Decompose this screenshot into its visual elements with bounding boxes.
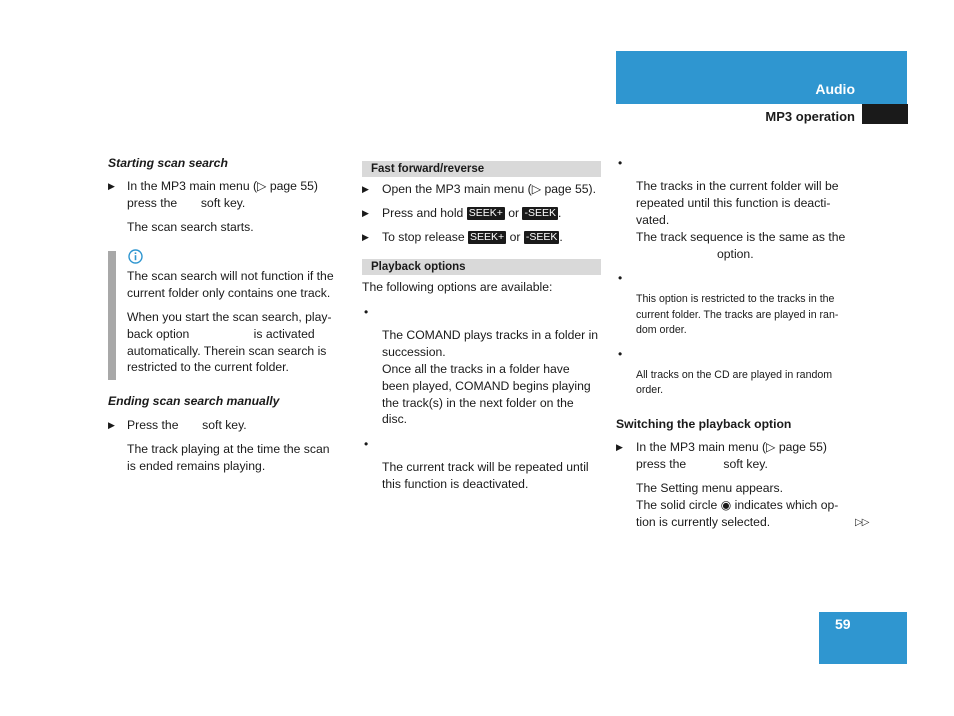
- pb-heading: Playback options: [362, 259, 601, 275]
- scan-result: The scan search starts.: [127, 220, 254, 234]
- info-sidebar: [108, 251, 116, 380]
- page-number: 59: [835, 616, 851, 632]
- info-text-2c: automatically. Therein scan search is: [127, 344, 327, 358]
- seek-reverse-key: -SEEK: [524, 207, 556, 219]
- opt1-l3: Once all the tracks in a folder have: [382, 362, 570, 376]
- or-text: or: [508, 206, 520, 220]
- opt2-l2: this function is deactivated.: [382, 477, 529, 491]
- subsection-title: MP3 operation: [765, 109, 855, 124]
- scan-step-line2: press the soft key.: [127, 196, 246, 210]
- opt1-l5: the track(s) in the next folder on the: [382, 396, 574, 410]
- info-text-2a: When you start the scan search, play-: [127, 310, 332, 324]
- opt3-l2: repeated until this function is deacti-: [636, 196, 831, 210]
- ff-step1: Open the MP3 main menu (▷ page 55).: [382, 182, 596, 196]
- info-icon: [128, 249, 143, 264]
- ff-step3: [382, 229, 563, 246]
- step-arrow-icon: ▶: [362, 232, 369, 242]
- seek-forward-key: SEEK+: [468, 207, 503, 219]
- opt5-l2: order.: [636, 384, 664, 396]
- opt1-l4: been played, COMAND begins playing: [382, 379, 591, 393]
- subsection-tab: [862, 104, 908, 124]
- switch-result-2: The solid circle ◉ indicates which op-: [636, 498, 839, 512]
- or-text: or: [509, 230, 521, 244]
- opt2-l1: The current track will be repeated until: [382, 460, 589, 474]
- period: .: [558, 206, 562, 220]
- opt3-l4: The track sequence is the same as the: [636, 230, 846, 244]
- switch-title: Switching the playback option: [616, 417, 792, 431]
- opt1-l1: The COMAND plays tracks in a folder in: [382, 328, 599, 342]
- continue-icon: ▷▷: [855, 517, 869, 528]
- opt3-l1: The tracks in the current folder will be: [636, 179, 839, 193]
- seek-forward-key: SEEK+: [470, 231, 505, 243]
- opt4-l2: current folder. The tracks are played in ran-: [636, 309, 839, 321]
- period: .: [559, 230, 563, 244]
- end-step: Press the soft key.: [127, 418, 247, 432]
- ff-step2: [382, 205, 561, 222]
- end-result-1: The track playing at the time the scan: [127, 442, 330, 456]
- bullet-icon: •: [618, 271, 623, 285]
- opt5-l1: All tracks on the CD are played in random: [636, 369, 833, 381]
- switch-result-1: The Setting menu appears.: [636, 481, 784, 495]
- opt3-l3: vated.: [636, 213, 670, 227]
- scan-title: Starting scan search: [108, 156, 228, 170]
- switch-step-1: In the MP3 main menu (▷ page 55): [636, 440, 827, 454]
- ff-step3-text: To stop release: [382, 230, 465, 244]
- opt3-l5: option.: [717, 247, 754, 261]
- opt1-l2: succession.: [382, 345, 446, 359]
- page-number-box: [819, 612, 907, 664]
- section-title: Audio: [815, 81, 855, 97]
- pb-intro: The following options are available:: [362, 280, 553, 294]
- scan-step-line1: In the MP3 main menu (▷ page 55): [127, 179, 318, 193]
- opt4-l1: This option is restricted to the tracks in the: [636, 293, 835, 305]
- info-text-1a: The scan search will not function if the: [127, 269, 334, 283]
- info-text-2b: back option is activated: [127, 327, 315, 341]
- bullet-icon: •: [618, 347, 623, 361]
- end-title: Ending scan search manually: [108, 394, 280, 408]
- step-arrow-icon: ▶: [108, 181, 115, 191]
- step-arrow-icon: ▶: [362, 184, 369, 194]
- opt4-l3: dom order.: [636, 324, 687, 336]
- ff-heading: Fast forward/reverse: [362, 161, 601, 177]
- ff-step2-text: Press and hold: [382, 206, 464, 220]
- info-text-1b: current folder only contains one track.: [127, 286, 331, 300]
- bullet-icon: •: [364, 305, 369, 319]
- bullet-icon: •: [618, 156, 623, 170]
- header-bar: [616, 51, 907, 104]
- bullet-icon: •: [364, 437, 369, 451]
- end-result-2: is ended remains playing.: [127, 459, 266, 473]
- switch-result-3: tion is currently selected.: [636, 515, 771, 529]
- step-arrow-icon: ▶: [362, 208, 369, 218]
- info-text-2d: restricted to the current folder.: [127, 360, 289, 374]
- switch-step-2: press the soft key.: [636, 457, 768, 471]
- step-arrow-icon: ▶: [108, 420, 115, 430]
- opt1-l6: disc.: [382, 412, 408, 426]
- step-arrow-icon: ▶: [616, 442, 623, 452]
- seek-reverse-key: -SEEK: [525, 231, 558, 243]
